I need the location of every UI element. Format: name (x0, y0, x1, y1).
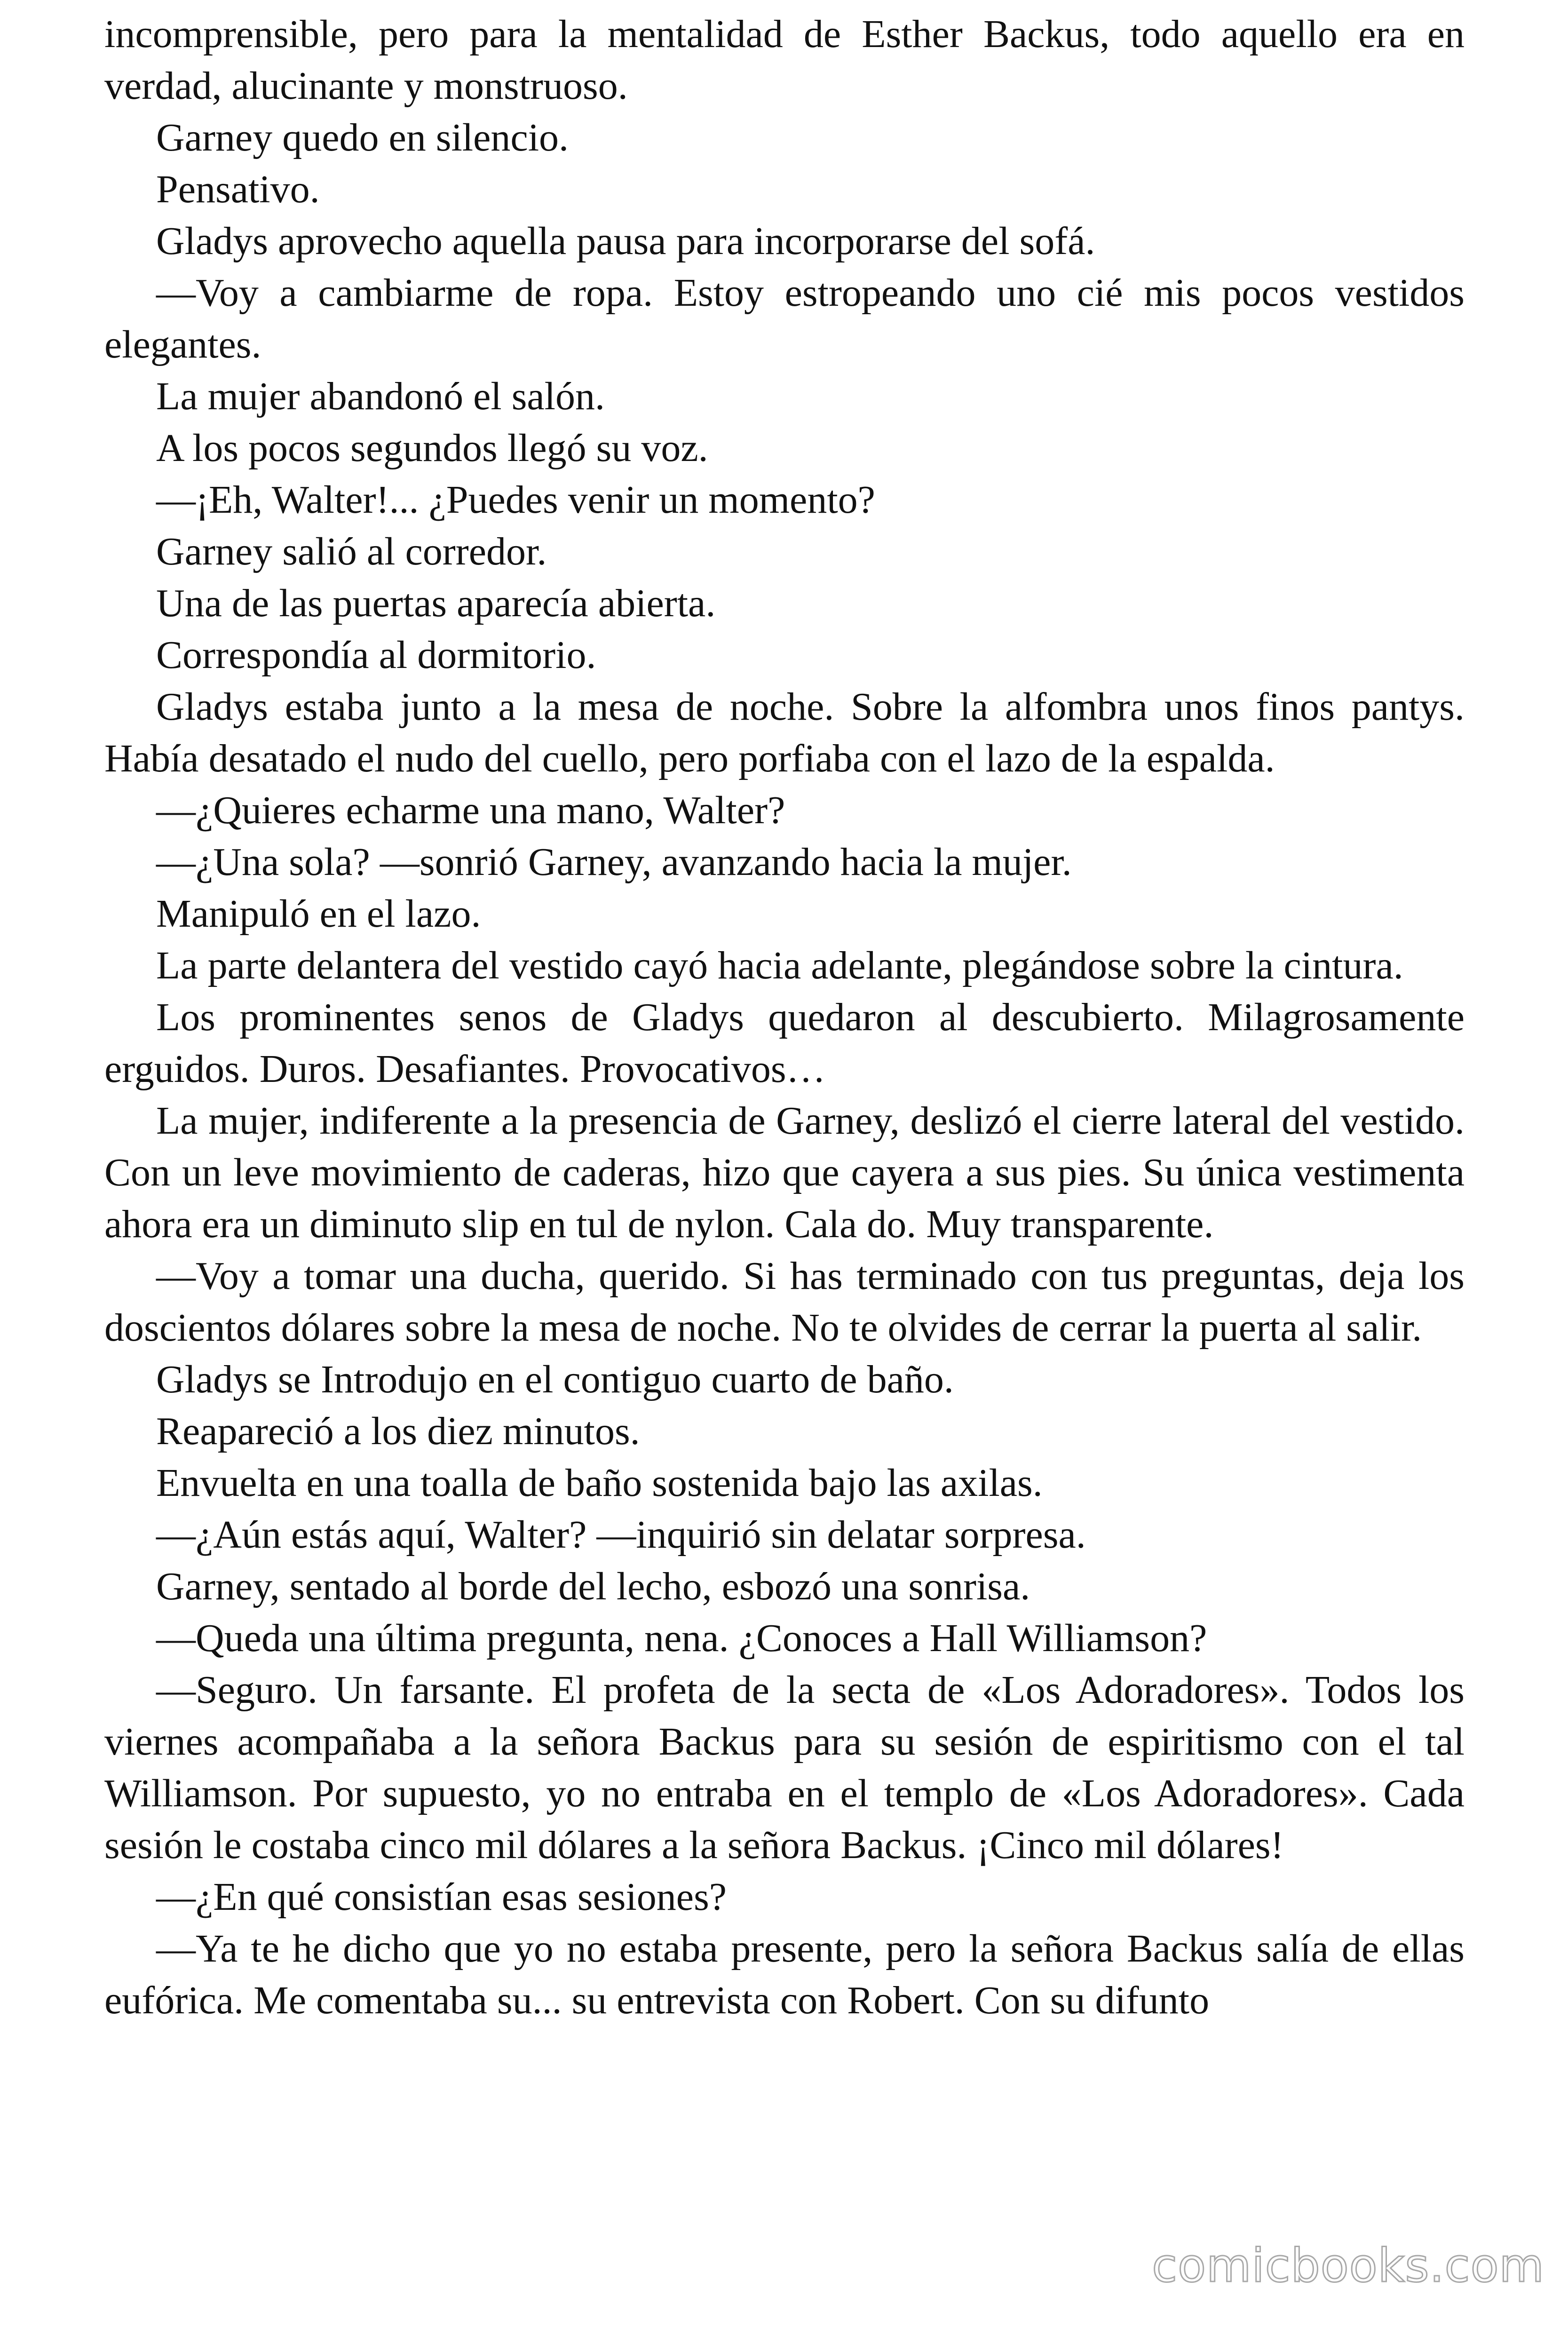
paragraph: Garney salió al corredor. (156, 530, 547, 573)
paragraph: Correspondía al dormitorio. (156, 633, 596, 677)
paragraph: —¡Eh, Walter!... ¿Puedes venir un momento? (156, 478, 875, 522)
paragraph: A los pocos segundos llegó su voz. (156, 426, 708, 470)
paragraph: Manipuló en el lazo. (156, 892, 481, 936)
paragraph: —Voy a tomar una ducha, querido. Si has terminado con tus preguntas, deja los doscientos dólares sobre la mesa de noche. No te olvides de cerrar la puerta al salir. (104, 1254, 1465, 1350)
paragraph: Gladys aprovecho aquella pausa para incorporarse del sofá. (156, 219, 1095, 263)
paragraph: —Ya te he dicho que yo no estaba presente, pero la señora Backus salía de ellas eufórica. Me comentaba su... su entrevista con Robert. Con su difunto (104, 1927, 1465, 2022)
paragraph: La mujer abandonó el salón. (156, 374, 605, 418)
paragraph: Envuelta en una toalla de baño sostenida bajo las axilas. (156, 1461, 1043, 1505)
paragraph: —¿Quieres echarme una mano, Walter? (156, 788, 785, 832)
paragraph: Reapareció a los diez minutos. (156, 1409, 640, 1453)
paragraph: Garney quedo en silencio. (156, 116, 569, 159)
paragraph: Los prominentes senos de Gladys quedaron al descubierto. Milagrosamente erguidos. Duros. Desafiantes. Provocativos… (104, 995, 1465, 1091)
paragraph: La parte delantera del vestido cayó hacia adelante, plegándose sobre la cintura. (156, 944, 1403, 987)
paragraph: —¿Una sola? —sonrió Garney, avanzando hacia la mujer. (156, 840, 1072, 884)
paragraph: La mujer, indiferente a la presencia de Garney, deslizó el cierre lateral del vestido. Con un leve movimiento de caderas, hizo que cayera a sus pies. Su única vestimenta ahora era un diminuto slip en tul de nylon. Cala do. Muy transparente. (104, 1099, 1465, 1246)
paragraph: —Voy a cambiarme de ropa. Estoy estropeando uno cié mis pocos vestidos elegantes. (104, 271, 1465, 366)
paragraph: incomprensible, pero para la mentalidad de Esther Backus, todo aquello era en verdad, alucinante y monstruoso. (104, 12, 1465, 108)
paragraph: —Seguro. Un farsante. El profeta de la secta de «Los Adoradores». Todos los viernes acompañaba a la señora Backus para su sesión de espiritismo con el tal Williamson. Por supuesto, yo no entraba en el templo de «Los Adoradores». Cada sesión le costaba cinco mil dólares a la señora Backus. ¡Cinco mil dólares! (104, 1668, 1465, 1867)
paragraph: —¿En qué consistían esas sesiones? (156, 1875, 727, 1919)
watermark: comicbooks.com (1152, 2239, 1544, 2293)
paragraph: Pensativo. (156, 167, 320, 211)
paragraph: —Queda una última pregunta, nena. ¿Conoces a Hall Williamson? (156, 1616, 1207, 1660)
paragraph: Una de las puertas aparecía abierta. (156, 581, 716, 625)
paragraph: —¿Aún estás aquí, Walter? —inquirió sin delatar sorpresa. (156, 1513, 1086, 1557)
paragraph: Gladys se Introdujo en el contiguo cuarto de baño. (156, 1358, 954, 1401)
paragraph: Gladys estaba junto a la mesa de noche. Sobre la alfombra unos finos pantys. Había desatado el nudo del cuello, pero porfiaba con el lazo de la espalda. (104, 685, 1465, 780)
paragraph: Garney, sentado al borde del lecho, esbozó una sonrisa. (156, 1565, 1030, 1608)
